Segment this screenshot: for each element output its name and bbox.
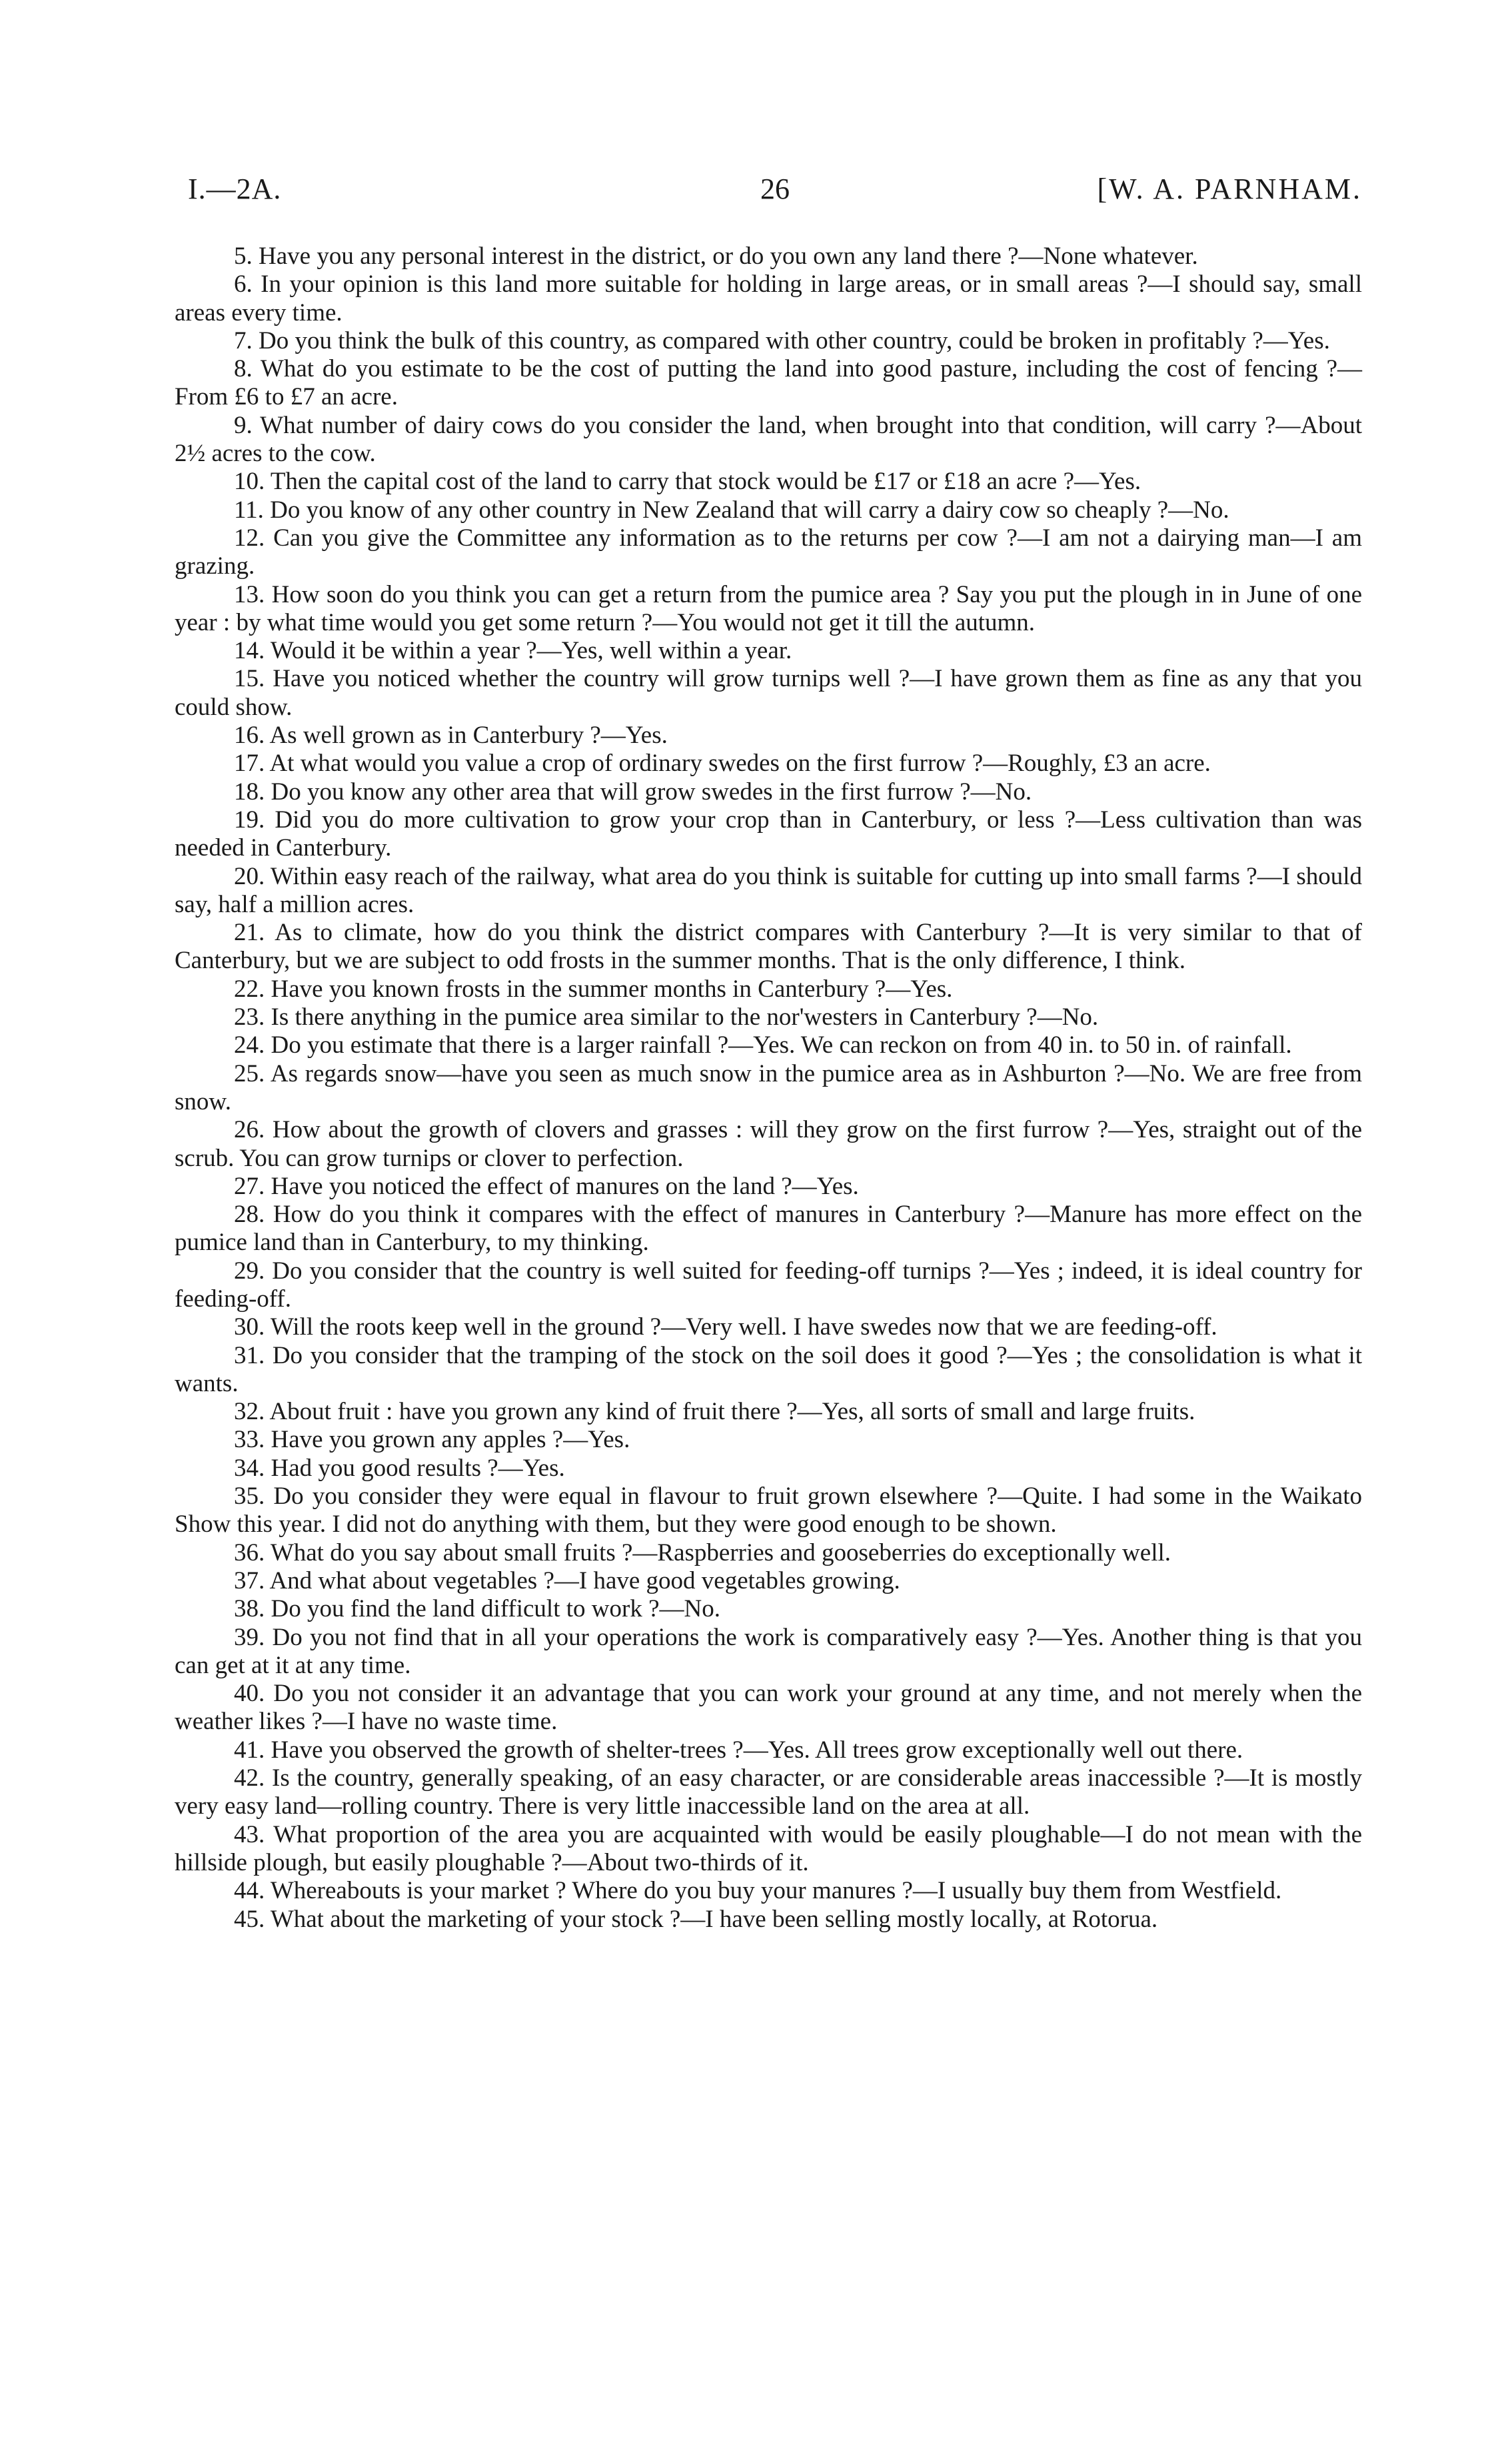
page-header xyxy=(188,172,1362,212)
question-answer-paragraph: 15. Have you noticed whether the country will grow turnips well ?—I have grown them as fine as any that you could show. xyxy=(175,665,1362,721)
question-answer-paragraph: 10. Then the capital cost of the land to carry that stock would be £17 or £18 an acre ?—Yes. xyxy=(234,468,1141,496)
question-answer-paragraph: 14. Would it be within a year ?—Yes, well within a year. xyxy=(234,637,792,665)
question-answer-paragraph: 38. Do you find the land difficult to work ?—No. xyxy=(234,1595,720,1623)
document-reference: I.—2A. xyxy=(188,173,282,205)
question-answer-paragraph: 21. As to climate, how do you think the district compares with Canterbury ?—It is very similar to that of Canterbury, but we are subject to odd frosts in the summer months. That is the only difference, I think. xyxy=(175,919,1362,975)
question-answer-paragraph: 40. Do you not consider it an advantage that you can work your ground at any time, and not merely when the weather likes ?—I have no waste time. xyxy=(175,1680,1362,1736)
question-answer-paragraph: 6. In your opinion is this land more suitable for holding in large areas, or in small areas ?—I should say, small areas every time. xyxy=(175,271,1362,326)
question-answer-paragraph: 34. Had you good results ?—Yes. xyxy=(234,1454,565,1482)
question-answer-paragraph: 30. Will the roots keep well in the ground ?—Very well. I have swedes now that we are feeding-off. xyxy=(234,1313,1217,1341)
question-answer-paragraph: 43. What proportion of the area you are acquainted with would be easily ploughable—I do not mean with the hillside plough, but easily ploughable ?—About two-thirds of it. xyxy=(175,1820,1362,1876)
question-answer-paragraph: 12. Can you give the Committee any information as to the returns per cow ?—I am not a dairying man—I am grazing. xyxy=(175,524,1362,580)
question-answer-paragraph: 23. Is there anything in the pumice area similar to the nor'westers in Canterbury ?—No. xyxy=(234,1003,1099,1031)
question-answer-paragraph: 33. Have you grown any apples ?—Yes. xyxy=(234,1426,630,1454)
question-answer-paragraph: 28. How do you think it compares with the effect of manures in Canterbury ?—Manure has more effect on the pumice land than in Canterbury, to my thinking. xyxy=(175,1201,1362,1257)
question-answer-paragraph: 24. Do you estimate that there is a larger rainfall ?—Yes. We can reckon on from 40 in. to 50 in. of rainfall. xyxy=(234,1031,1292,1059)
question-answer-paragraph: 13. How soon do you think you can get a return from the pumice area ? Say you put the plough in in June of one year : by what time would you get some return ?—You would not get it till the autumn. xyxy=(175,580,1362,636)
page-number: 26 xyxy=(760,173,790,205)
question-answer-paragraph: 18. Do you know any other area that will grow swedes in the first furrow ?—No. xyxy=(234,778,1032,806)
question-answer-paragraph: 45. What about the marketing of your stock ?—I have been selling mostly locally, at Rotorua. xyxy=(234,1905,1158,1933)
question-answer-paragraph: 11. Do you know of any other country in New Zealand that will carry a dairy cow so cheaply ?—No. xyxy=(234,496,1229,524)
question-answer-paragraph: 5. Have you any personal interest in the district, or do you own any land there ?—None whatever. xyxy=(234,243,1198,270)
question-answer-paragraph: 16. As well grown as in Canterbury ?—Yes. xyxy=(234,722,668,750)
question-answer-paragraph: 7. Do you think the bulk of this country, as compared with other country, could be broken in profitably ?—Yes. xyxy=(234,326,1330,354)
question-answer-paragraph: 8. What do you estimate to be the cost of putting the land into good pasture, including the cost of fencing ?—From £6 to £7 an acre. xyxy=(175,355,1362,411)
question-answer-paragraph: 29. Do you consider that the country is well suited for feeding-off turnips ?—Yes ; indeed, it is ideal country for feeding-off. xyxy=(175,1257,1362,1313)
question-answer-paragraph: 36. What do you say about small fruits ?—Raspberries and gooseberries do exceptionally well. xyxy=(234,1539,1171,1566)
question-answer-paragraph: 35. Do you consider they were equal in flavour to fruit grown elsewhere ?—Quite. I had some in the Waikato Show this year. I did not do anything with them, but they were good enough to be shown. xyxy=(175,1483,1362,1539)
question-answer-paragraph: 22. Have you known frosts in the summer months in Canterbury ?—Yes. xyxy=(234,975,953,1003)
question-answer-paragraph: 44. Whereabouts is your market ? Where do you buy your manures ?—I usually buy them from Westfield. xyxy=(234,1877,1282,1905)
question-answer-paragraph: 32. About fruit : have you grown any kind of fruit there ?—Yes, all sorts of small and large fruits. xyxy=(234,1398,1195,1426)
question-answer-paragraph: 19. Did you do more cultivation to grow your crop than in Canterbury, or less ?—Less cultivation than was needed in Canterbury. xyxy=(175,806,1362,862)
question-answer-paragraph: 37. And what about vegetables ?—I have good vegetables growing. xyxy=(234,1566,900,1594)
question-answer-paragraph: 42. Is the country, generally speaking, of an easy character, or are considerable areas inaccessible ?—It is mostly very easy land—rolling country. There is very little inaccessible land on the area at all. xyxy=(175,1764,1362,1820)
question-answer-paragraph: 25. As regards snow—have you seen as much snow in the pumice area as in Ashburton ?—No. We are free from snow. xyxy=(175,1059,1362,1115)
question-answer-paragraph: 20. Within easy reach of the railway, what area do you think is suitable for cutting up into small farms ?—I should say, half a million acres. xyxy=(175,862,1362,918)
witness-name: [W. A. PARNHAM. xyxy=(1097,173,1362,205)
question-answer-paragraph: 39. Do you not find that in all your operations the work is comparatively easy ?—Yes. Another thing is that you can get at it at any time. xyxy=(175,1623,1362,1679)
question-answer-paragraph: 17. At what would you value a crop of ordinary swedes on the first furrow ?—Roughly, £3 an acre. xyxy=(234,750,1211,778)
testimony-body xyxy=(175,243,1362,1934)
question-answer-paragraph: 41. Have you observed the growth of shelter-trees ?—Yes. All trees grow exceptionally well out there. xyxy=(234,1736,1243,1764)
question-answer-paragraph: 26. How about the growth of clovers and grasses : will they grow on the first furrow ?—Yes, straight out of the scrub. You can grow turnips or clover to perfection. xyxy=(175,1116,1362,1172)
question-answer-paragraph: 31. Do you consider that the tramping of the stock on the soil does it good ?—Yes ; the consolidation is what it wants. xyxy=(175,1341,1362,1397)
question-answer-paragraph: 9. What number of dairy cows do you consider the land, when brought into that condition, will carry ?—About 2½ acres to the cow. xyxy=(175,411,1362,468)
question-answer-paragraph: 27. Have you noticed the effect of manures on the land ?—Yes. xyxy=(234,1172,859,1200)
